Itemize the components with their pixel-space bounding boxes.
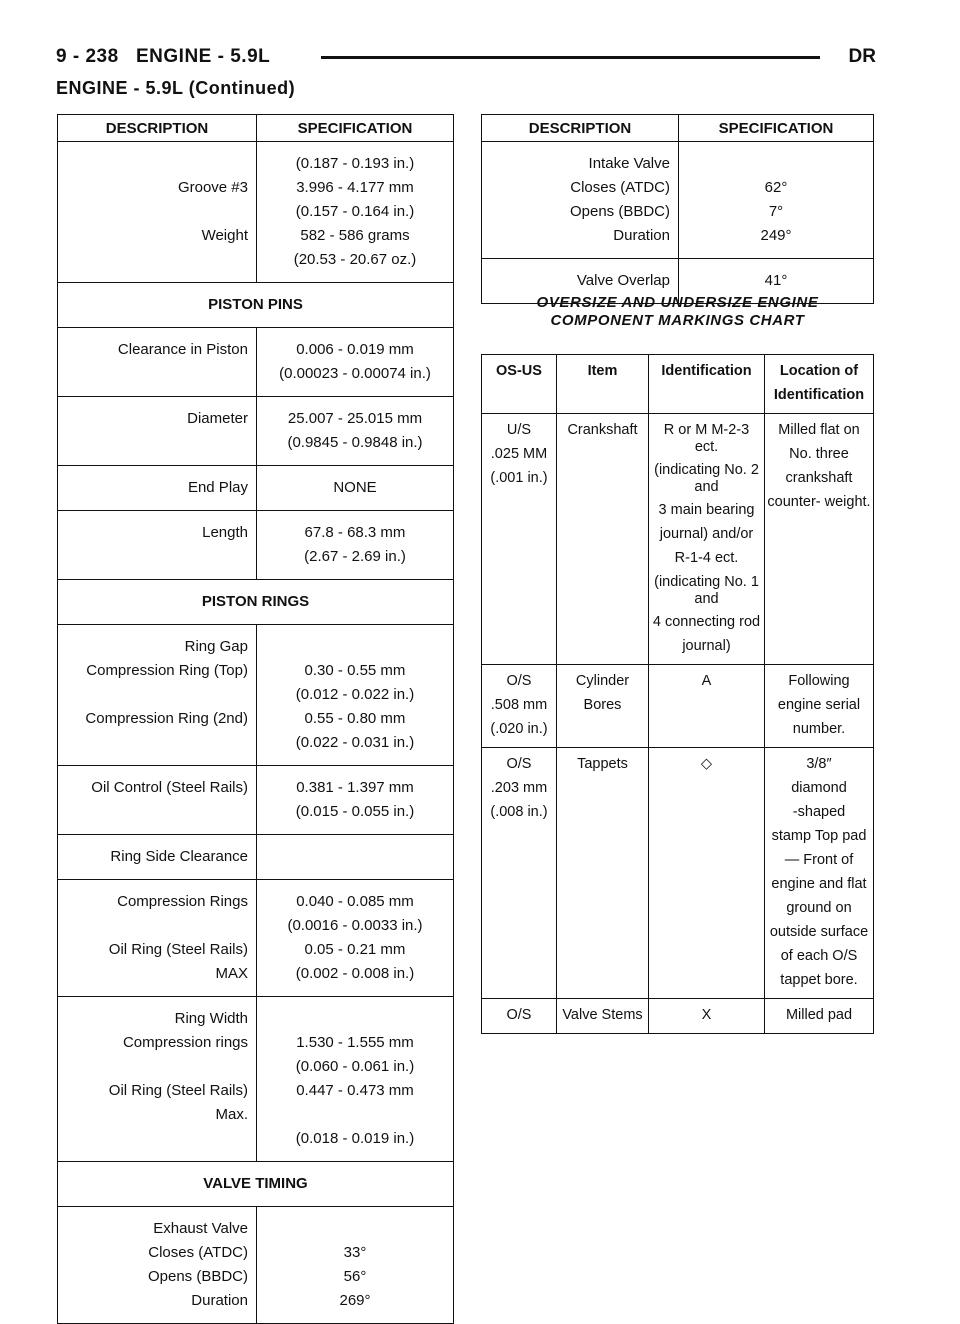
os-us-text: .508 mm <box>490 697 548 713</box>
location-text: Milled pad <box>785 1007 853 1023</box>
description-text: MAX <box>215 965 248 982</box>
section-row <box>58 283 454 328</box>
location-text: No. three <box>789 446 849 462</box>
specification-cell <box>257 766 454 835</box>
markings-chart-title: OVERSIZE AND UNDERSIZE ENGINE COMPONENT MARKINGS CHART <box>536 294 819 329</box>
specification-text: (0.060 - 0.061 in.) <box>295 1058 415 1075</box>
page-number-section: 9 - 238 ENGINE - 5.9L <box>56 46 271 67</box>
specification-text: 269° <box>339 1292 371 1309</box>
identification-cell <box>649 748 765 999</box>
markings-header-row <box>482 355 874 414</box>
description-text <box>58 1127 248 1151</box>
description-cell <box>58 1207 257 1324</box>
location-text: counter- weight. <box>767 494 871 510</box>
os-us-cell <box>482 748 557 999</box>
specification-text: (0.187 - 0.193 in.) <box>295 155 415 172</box>
col-description-header: DESCRIPTION <box>482 115 679 142</box>
markings-table <box>481 354 874 1034</box>
description-text: Ring Side Clearance <box>110 848 248 865</box>
specification-cell <box>257 835 454 880</box>
specification-text: 249° <box>760 227 792 244</box>
description-cell <box>58 997 257 1162</box>
location-cell <box>765 999 874 1034</box>
spec-row-group <box>482 142 874 259</box>
description-text: Intake Valve <box>588 155 670 172</box>
location-text: engine and flat <box>771 876 867 892</box>
specification-text <box>257 845 453 869</box>
spec-row-group <box>58 466 454 511</box>
markings-row <box>482 665 874 748</box>
specification-cell <box>257 997 454 1162</box>
specification-text <box>257 635 453 659</box>
identification-cell <box>649 999 765 1034</box>
item-text: Cylinder <box>575 673 630 689</box>
specification-text: 3.996 - 4.177 mm <box>296 179 414 196</box>
specification-text: (0.0016 - 0.0033 in.) <box>287 917 423 934</box>
item-text: Valve Stems <box>562 1007 643 1023</box>
spec-row-group <box>58 625 454 766</box>
header-text: Location of <box>779 363 859 379</box>
description-text: Groove #3 <box>177 179 248 196</box>
section-row <box>58 580 454 625</box>
description-text: Duration <box>191 1292 248 1309</box>
description-text <box>58 362 248 386</box>
description-text <box>58 800 248 824</box>
description-text: Max. <box>215 1106 248 1123</box>
section-heading: VALVE TIMING <box>58 1162 454 1207</box>
item-text: Crankshaft <box>567 422 638 438</box>
spec-row-group <box>58 880 454 997</box>
description-text: Oil Ring (Steel Rails) <box>108 941 248 958</box>
item-cell <box>557 665 649 748</box>
description-text <box>58 914 248 938</box>
section-heading: PISTON PINS <box>58 283 454 328</box>
location-cell <box>765 665 874 748</box>
os-us-text: (.008 in.) <box>490 804 548 820</box>
specification-text <box>679 152 873 176</box>
location-text: — Front of <box>784 852 854 868</box>
description-cell <box>58 625 257 766</box>
os-us-text: O/S <box>506 673 532 689</box>
description-text: Opens (BBDC) <box>569 203 670 220</box>
header-identification <box>649 355 765 414</box>
specification-cell <box>257 880 454 997</box>
spec-row-group <box>58 766 454 835</box>
specification-text: (0.015 - 0.055 in.) <box>295 803 415 820</box>
description-text: Opens (BBDC) <box>147 1268 248 1285</box>
description-text: Clearance in Piston <box>117 341 248 358</box>
description-text <box>58 1055 248 1079</box>
item-cell <box>557 748 649 999</box>
identification-text: (indicating No. 1 and <box>654 574 759 607</box>
description-text: Oil Control (Steel Rails) <box>91 779 248 796</box>
specification-text: 0.006 - 0.019 mm <box>296 341 414 358</box>
specification-text: 0.30 - 0.55 mm <box>304 662 406 679</box>
specification-text: 41° <box>764 272 788 289</box>
specification-text: NONE <box>333 479 377 496</box>
specification-text: (0.018 - 0.019 in.) <box>295 1130 415 1147</box>
description-cell <box>58 835 257 880</box>
header-item <box>557 355 649 414</box>
spec-row-group <box>58 142 454 283</box>
location-cell <box>765 414 874 665</box>
specification-text: 0.55 - 0.80 mm <box>304 710 406 727</box>
spec-row-group <box>58 511 454 580</box>
description-text: Compression Ring (2nd) <box>85 710 248 727</box>
header-rule <box>321 56 820 59</box>
markings-row <box>482 999 874 1034</box>
spec-row-group <box>58 997 454 1162</box>
spec-row-group <box>58 397 454 466</box>
description-text: Oil Ring (Steel Rails) <box>108 1082 248 1099</box>
specification-text: 25.007 - 25.015 mm <box>287 410 423 427</box>
description-text: Weight <box>201 227 248 244</box>
header-text: Identification <box>773 387 865 403</box>
description-text <box>58 200 248 224</box>
description-text: Ring Gap <box>184 638 248 655</box>
specification-text: (0.9845 - 0.9848 in.) <box>287 434 423 451</box>
header-row <box>58 115 454 142</box>
identification-text: A <box>701 673 712 689</box>
os-us-cell <box>482 999 557 1034</box>
markings-row <box>482 748 874 999</box>
location-text: -shaped <box>792 804 846 820</box>
location-text: of each O/S <box>780 948 858 964</box>
item-text: Bores <box>583 697 622 713</box>
specification-text: 67.8 - 68.3 mm <box>304 524 406 541</box>
specification-cell <box>257 1207 454 1324</box>
location-text: Following <box>788 673 850 689</box>
description-cell <box>58 328 257 397</box>
description-text: Ring Width <box>174 1010 248 1027</box>
header-text: Item <box>587 363 618 379</box>
section-heading: PISTON RINGS <box>58 580 454 625</box>
specification-text: (0.012 - 0.022 in.) <box>295 686 415 703</box>
specification-text: 0.381 - 1.397 mm <box>296 779 414 796</box>
spec-row-group <box>58 835 454 880</box>
description-cell <box>58 466 257 511</box>
specification-text: 33° <box>343 1244 367 1261</box>
description-text: Length <box>202 524 248 541</box>
location-text: stamp Top pad <box>771 828 867 844</box>
description-text: End Play <box>187 479 248 496</box>
header-location <box>765 355 874 414</box>
identification-cell <box>649 414 765 665</box>
os-us-text: .203 mm <box>490 780 548 796</box>
col-specification-header: SPECIFICATION <box>257 115 454 142</box>
description-text <box>58 248 248 272</box>
identification-text: ◇ <box>700 756 713 772</box>
os-us-cell <box>482 665 557 748</box>
os-us-text: .025 MM <box>490 446 548 462</box>
model-code: DR <box>848 46 876 67</box>
page-subtitle: ENGINE - 5.9L (Continued) <box>56 78 296 98</box>
os-us-text: U/S <box>506 422 532 438</box>
specification-text: 582 - 586 grams <box>300 227 410 244</box>
header-row <box>482 115 874 142</box>
os-us-text: (.001 in.) <box>490 470 548 486</box>
description-text: Compression Rings <box>117 893 248 910</box>
description-text <box>58 683 248 707</box>
specification-text <box>257 1217 453 1241</box>
location-text: engine serial <box>777 697 861 713</box>
specification-text: (2.67 - 2.69 in.) <box>304 548 406 565</box>
specification-cell <box>257 625 454 766</box>
section-row <box>58 1162 454 1207</box>
description-text: Duration <box>613 227 670 244</box>
location-text: 3/8″ <box>806 756 832 772</box>
location-text: diamond <box>791 780 847 796</box>
os-us-text: O/S <box>506 1007 532 1023</box>
location-text: Milled flat on <box>778 422 860 438</box>
location-text: crankshaft <box>785 470 853 486</box>
specification-cell <box>257 466 454 511</box>
description-cell <box>482 142 679 259</box>
location-text: number. <box>792 721 846 737</box>
specification-text <box>257 1007 453 1031</box>
specification-text: (20.53 - 20.67 oz.) <box>293 251 417 268</box>
identification-text: 3 main bearing <box>658 502 755 518</box>
description-text: Diameter <box>187 410 248 427</box>
specification-text: 0.447 - 0.473 mm <box>296 1082 414 1099</box>
description-text <box>58 731 248 755</box>
identification-text: R or M M-2-3 ect. <box>663 422 750 455</box>
description-text <box>58 545 248 569</box>
right-spec-table <box>481 114 874 304</box>
identification-text: 4 connecting rod <box>652 614 761 630</box>
col-specification-header: SPECIFICATION <box>679 115 874 142</box>
specification-cell <box>679 142 874 259</box>
item-cell <box>557 414 649 665</box>
specification-text: 7° <box>768 203 784 220</box>
identification-text: X <box>701 1007 712 1023</box>
markings-row <box>482 414 874 665</box>
description-text: Exhaust Valve <box>153 1220 248 1237</box>
specification-text <box>257 1103 453 1127</box>
specification-text: (0.002 - 0.008 in.) <box>295 965 415 982</box>
specification-cell <box>257 397 454 466</box>
identification-text: journal) <box>682 638 731 654</box>
identification-text: journal) and/or <box>659 526 754 542</box>
description-cell <box>58 766 257 835</box>
col-description-header: DESCRIPTION <box>58 115 257 142</box>
description-text: Closes (ATDC) <box>148 1244 248 1261</box>
description-text: Closes (ATDC) <box>570 179 670 196</box>
identification-text: R-1-4 ect. <box>674 550 739 566</box>
description-text <box>58 431 248 455</box>
item-text: Tappets <box>577 756 628 772</box>
description-cell <box>58 142 257 283</box>
header-os-us <box>482 355 557 414</box>
location-text: tappet bore. <box>780 972 858 988</box>
description-cell <box>58 397 257 466</box>
specification-text: (0.00023 - 0.00074 in.) <box>279 365 431 382</box>
os-us-text: (.020 in.) <box>490 721 548 737</box>
location-text: outside surface <box>769 924 869 940</box>
description-text: Valve Overlap <box>576 272 670 289</box>
identification-cell <box>649 665 765 748</box>
description-cell <box>58 880 257 997</box>
specification-cell <box>257 142 454 283</box>
description-text: Compression Ring (Top) <box>86 662 248 679</box>
page-header <box>56 44 878 74</box>
description-text <box>58 152 248 176</box>
specification-text: (0.157 - 0.164 in.) <box>295 203 415 220</box>
specification-text: (0.022 - 0.031 in.) <box>295 734 415 751</box>
left-spec-table <box>57 114 454 1324</box>
specification-text: 56° <box>343 1268 367 1285</box>
header-text: Identification <box>661 363 752 379</box>
location-cell <box>765 748 874 999</box>
specification-cell <box>257 328 454 397</box>
os-us-cell <box>482 414 557 665</box>
specification-text: 1.530 - 1.555 mm <box>296 1034 414 1051</box>
specification-text: 62° <box>764 179 788 196</box>
os-us-text: O/S <box>506 756 532 772</box>
specification-text: 0.040 - 0.085 mm <box>296 893 414 910</box>
specification-text: 0.05 - 0.21 mm <box>304 941 406 958</box>
spec-row-group <box>58 328 454 397</box>
spec-row-group <box>58 1207 454 1324</box>
item-cell <box>557 999 649 1034</box>
header-text: OS-US <box>496 363 542 379</box>
identification-text: (indicating No. 2 and <box>654 462 759 495</box>
location-text: ground on <box>786 900 852 916</box>
description-cell <box>58 511 257 580</box>
description-text: Compression rings <box>122 1034 248 1051</box>
specification-cell <box>257 511 454 580</box>
